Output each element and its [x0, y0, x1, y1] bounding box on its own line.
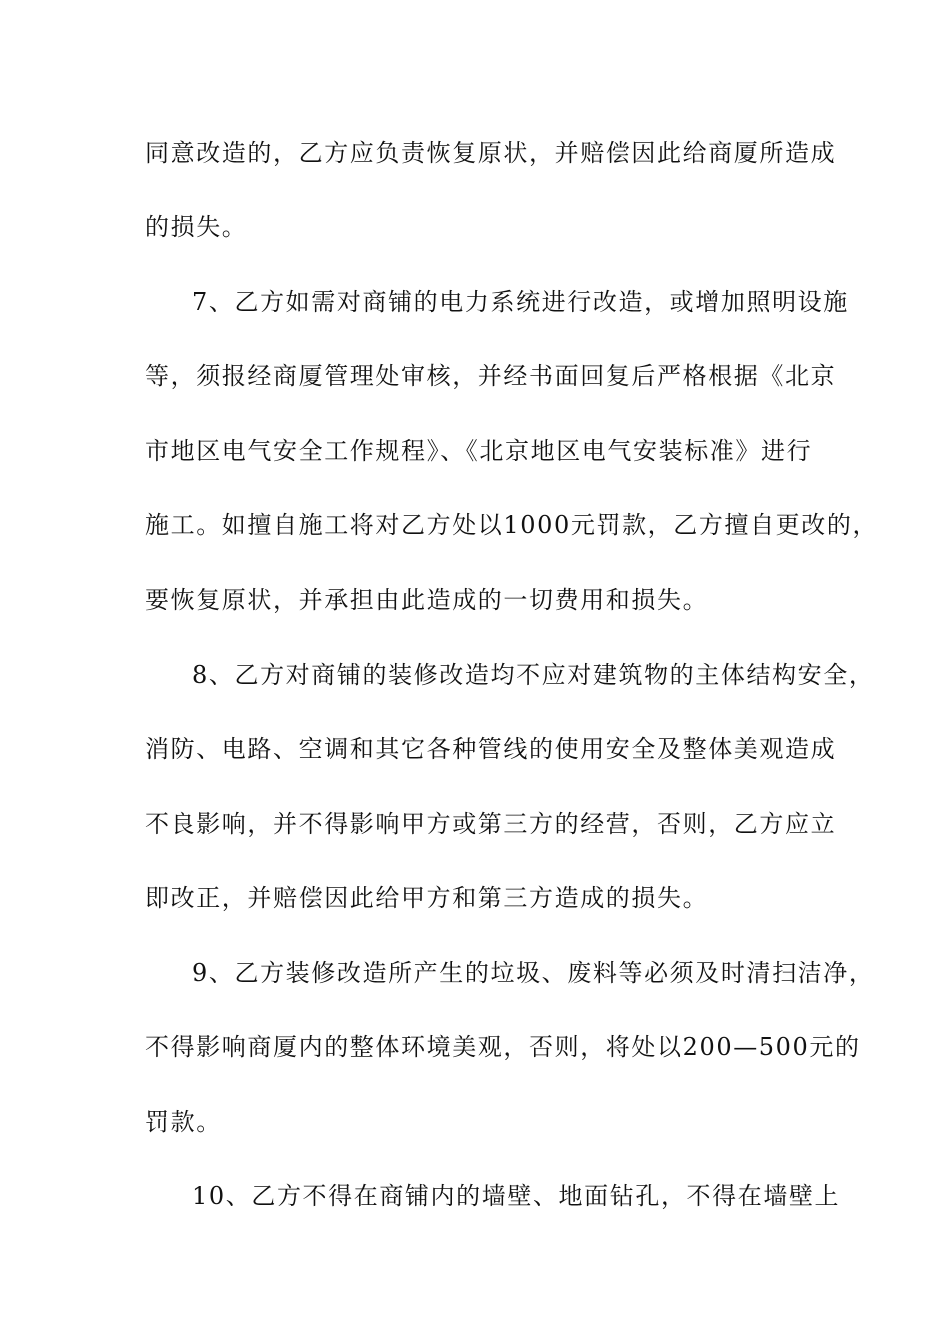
text-line: 的损失。 [145, 213, 248, 241]
text-line: 要恢复原状，并承担由此造成的一切费用和损失。 [145, 586, 709, 614]
paragraph-8-start: 8、乙方对商铺的装修改造均不应对建筑物的主体结构安全， [192, 661, 875, 689]
text-line: 不得影响商厦内的整体环境美观，否则，将处以200—500元的 [145, 1033, 861, 1061]
text-line: 罚款。 [145, 1108, 222, 1136]
text-line: 等，须报经商厦管理处审核，并经书面回复后严格根据《北京 [145, 362, 837, 390]
paragraph-10-start: 10、乙方不得在商铺内的墙壁、地面钻孔，不得在墙壁上 [192, 1182, 841, 1210]
paragraph-9-start: 9、乙方装修改造所产生的垃圾、废料等必须及时清扫洁净， [192, 959, 875, 987]
text-line: 同意改造的，乙方应负责恢复原状，并赔偿因此给商厦所造成 [145, 139, 837, 167]
text-line: 施工。如擅自施工将对乙方处以1000元罚款，乙方擅自更改的， [145, 511, 879, 539]
text-line: 即改正，并赔偿因此给甲方和第三方造成的损失。 [145, 884, 709, 912]
text-line: 不良影响，并不得影响甲方或第三方的经营，否则，乙方应立 [145, 810, 837, 838]
text-line: 市地区电气安全工作规程》、《北京地区电气安装标准》进行 [145, 437, 813, 465]
paragraph-7-start: 7、乙方如需对商铺的电力系统进行改造，或增加照明设施 [192, 288, 849, 316]
text-line: 消防、电路、空调和其它各种管线的使用安全及整体美观造成 [145, 735, 837, 763]
